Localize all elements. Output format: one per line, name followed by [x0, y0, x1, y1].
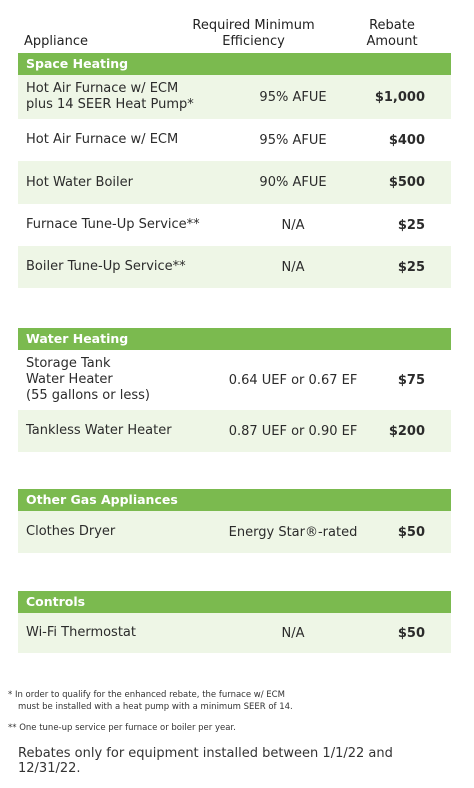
table-row [18, 119, 451, 161]
table-row [18, 410, 451, 452]
section-header-other-gas-appliances: Other Gas Appliances [18, 489, 451, 511]
eligibility-note: Rebates only for equipment installed between 1/1/22 and 12/31/22. [18, 746, 393, 776]
appliance-name: Tankless Water Heater [26, 423, 172, 438]
efficiency-value: N/A [281, 217, 305, 233]
efficiency-value: N/A [281, 259, 305, 275]
appliance-column-header: Appliance [24, 34, 88, 49]
table-row [18, 350, 451, 410]
table-row [18, 75, 451, 119]
rebate-value: $75 [397, 372, 425, 388]
rebate-value: $400 [388, 132, 425, 148]
rebate-value: $1,000 [374, 89, 425, 105]
rebate-value: $25 [397, 217, 425, 233]
appliance-name: Furnace Tune-Up Service** [26, 217, 200, 232]
efficiency-value: Energy Star®-rated [228, 524, 358, 540]
efficiency-value: 0.64 UEF or 0.67 EF [228, 372, 358, 388]
table-row [18, 246, 451, 288]
table-row [18, 613, 451, 653]
table-header [0, 18, 474, 54]
efficiency-value: 95% AFUE [259, 89, 327, 105]
rebate-value: $50 [397, 524, 425, 540]
appliance-name: Hot Water Boiler [26, 174, 133, 190]
efficiency-value: 90% AFUE [259, 175, 327, 190]
footnote-tune-up: ** One tune-up service per furnace or boiler per year. [8, 723, 236, 733]
section-header-space-heating: Space Heating [18, 53, 451, 75]
rebate-value: $200 [388, 423, 425, 439]
rebate-value: $25 [397, 259, 425, 275]
footnote-enhanced-rebate: * In order to qualify for the enhanced rebate, the furnace w/ ECM must be installed with a heat pump with a minimum SEER of 14. [8, 690, 293, 712]
efficiency-column-header: Required Minimum Efficiency [192, 18, 315, 49]
efficiency-value: 0.87 UEF or 0.90 EF [228, 423, 358, 439]
efficiency-value: N/A [281, 625, 305, 641]
appliance-name: Boiler Tune-Up Service** [26, 259, 186, 274]
efficiency-value: 95% AFUE [259, 132, 327, 148]
appliance-name: Hot Air Furnace w/ ECM [26, 132, 179, 147]
appliance-name: Hot Air Furnace w/ ECM plus 14 SEER Heat Pump* [26, 81, 194, 112]
rebate-value: $500 [388, 175, 425, 190]
appliance-name: Clothes Dryer [26, 524, 116, 539]
appliance-name: Wi-Fi Thermostat [26, 625, 136, 640]
section-header-water-heating: Water Heating [18, 328, 451, 350]
table-row [18, 204, 451, 246]
table-row [18, 161, 451, 204]
appliance-name: Storage Tank Water Heater (55 gallons or less) [26, 356, 150, 403]
table-row [18, 511, 451, 553]
section-header-controls: Controls [18, 591, 451, 613]
rebate-value: $50 [397, 625, 425, 641]
rebate-column-header: Rebate Amount [366, 18, 418, 49]
